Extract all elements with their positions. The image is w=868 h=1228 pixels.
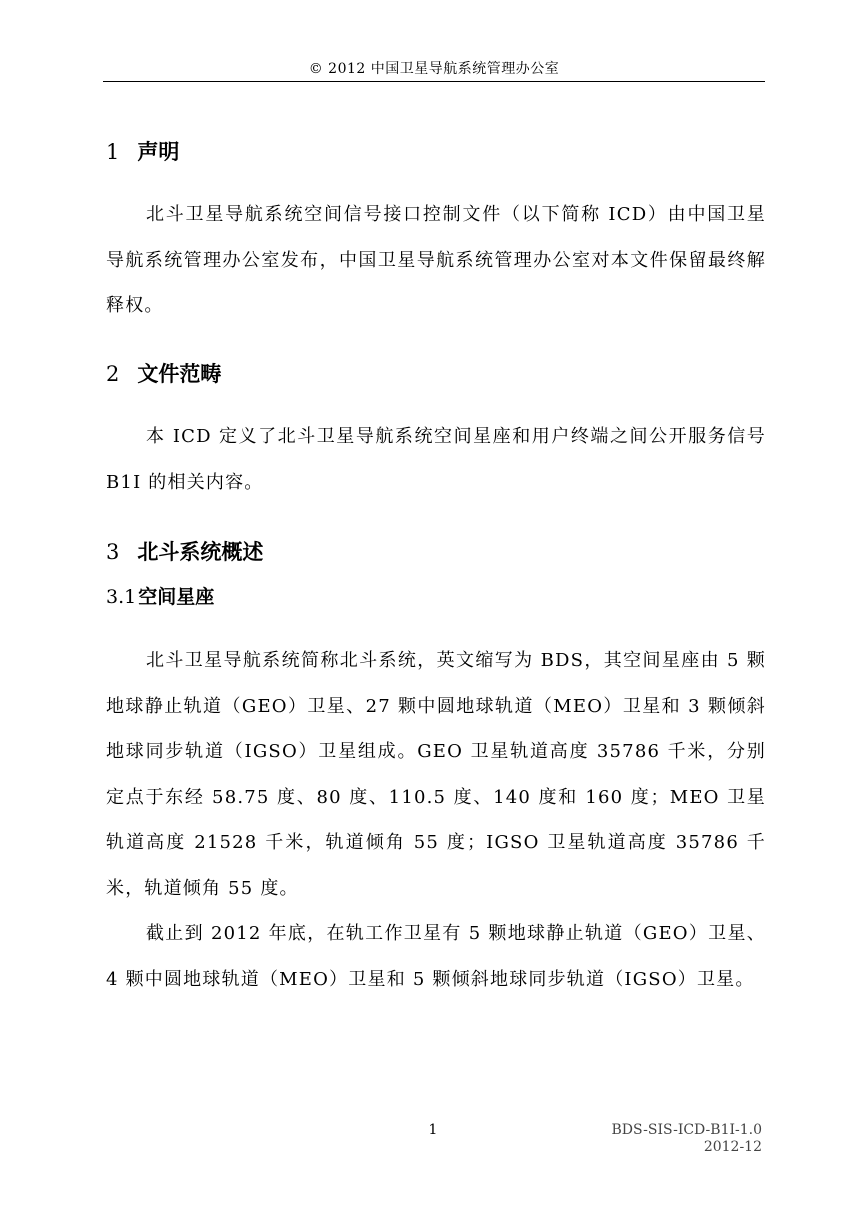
section-3-heading [106,536,263,566]
section-title: 文件范畴 [137,362,222,386]
document-info [612,1122,762,1156]
document-date: 2012-12 [703,1139,762,1155]
section-2-paragraph: 本 ICD 定义了北斗卫星导航系统空间星座和用户终端之间公开服务信号 B1I 的相关内容。 [106,426,766,493]
subsection-title: 空间星座 [138,586,215,608]
section-number: 1 [106,140,120,164]
subsection-3-1-heading [106,582,214,609]
header-rule [103,81,765,82]
section-2-heading [106,358,221,388]
subsection-paragraph-1: 北斗卫星导航系统简称北斗系统，英文缩写为 BDS，其空间星座由 5 颗地球静止轨道（GEO）卫星、27 颗中圆地球轨道（MEO）卫星和 3 颗倾斜地球同步轨道（IGSO）卫星组成。GEO 卫星轨道高度 35786 千米，分别定点于东经 58.75 度、80 度、110.5 度、140 度和 160 度；MEO 卫星轨道高度 21528 千米，轨道倾角 55 度；IGSO 卫星轨道高度 35786 千米，轨道倾角 55 度。 [106,650,766,899]
document-id: BDS-SIS-ICD-B1I-1.0 [611,1122,762,1138]
section-1-paragraph: 北斗卫星导航系统空间信号接口控制文件（以下简称 ICD）由中国卫星导航系统管理办公室发布，中国卫星导航系统管理办公室对本文件保留最终解释权。 [106,204,766,316]
section-number: 2 [106,362,120,386]
section-1-heading [106,136,179,166]
page-header: © 2012 中国卫星导航系统管理办公室 [308,61,560,77]
subsection-number: 3.1 [106,586,137,608]
section-title: 北斗系统概述 [137,540,264,564]
page-number: 1 [428,1122,438,1138]
section-title: 声明 [137,140,180,164]
subsection-paragraph-2: 截止到 2012 年底，在轨工作卫星有 5 颗地球静止轨道（GEO）卫星、4 颗中圆地球轨道（MEO）卫星和 5 颗倾斜地球同步轨道（IGSO）卫星。 [106,923,766,990]
section-number: 3 [106,540,120,564]
